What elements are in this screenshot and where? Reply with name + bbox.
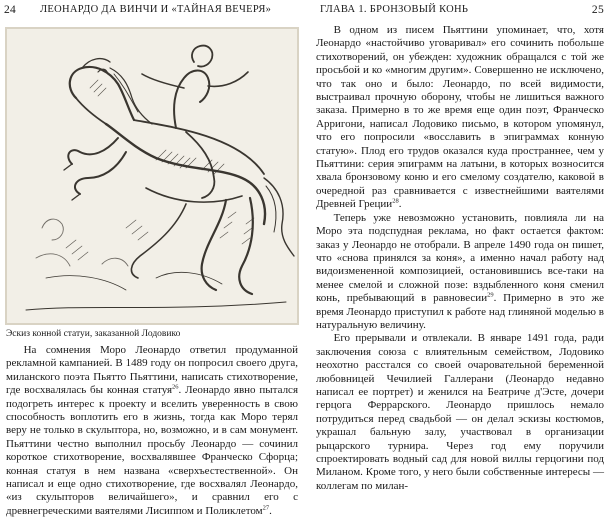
footnote-marker: 29 — [487, 291, 494, 299]
footnote-marker: 28 — [392, 197, 399, 205]
paragraph-text: В одном из писем Пьяттини упоминает, что, хотя Леонардо «настойчиво уговаривал» его сочинить побольше стихотворений, он убежден: художник обращался с той же просьбой и ко «многим другим». Совершенно не исключено, что так оно и было: Леонардо, по всей видимости, выстраивал прочную оборону, чтобы не лишиться важного заказа. Примерно в то же время еще один поэт, Франческо Арригони, написал Лодовико письмо, в котором упомянул, что его попросили «восславить в эпиграммах конную статую». Плод его трудов оказался куда пространнее, чем у Пьяттини: серия эпиграмм на латыни, в которых возносится хвала бронзовому коню и его смелому создателю, каковой в очередной раз сравнивается с известнейшими ваятелями Древней Греции — [316, 24, 604, 211]
left-head-title: ЛЕОНАРДО ДА ВИНЧИ И «ТАЙНАЯ ВЕЧЕРЯ» — [40, 4, 272, 15]
paragraph-text: . — [398, 198, 402, 211]
left-running-head — [4, 2, 298, 18]
right-paragraph-2 — [316, 212, 604, 333]
left-body-text — [6, 344, 298, 518]
horse-sketch-illustration — [6, 28, 298, 324]
figure-caption: Эскиз конной статуи, заказанной Лодовико — [6, 329, 181, 339]
left-page — [0, 0, 302, 517]
right-paragraph-1 — [316, 24, 604, 212]
left-folio: 24 — [4, 4, 17, 16]
footnote-marker: 26 — [172, 383, 179, 391]
paragraph-text: Теперь уже невозможно установить, повлияла ли на Моро эта подспудная реклама, но факт остается фактом: заказ у Леонардо не отобрали. В апреле 1490 года он пишет, что «снова принялся за коня», а именно начал работу над видоизмененной композицией, остановившись все-таки на менее смелой и сложной позе: вздыбленного коня сменил конь, пребывающий в равновесии — [316, 211, 604, 305]
left-paragraph — [6, 344, 298, 518]
right-head-title: ГЛАВА 1. БРОНЗОВЫЙ КОНЬ — [320, 4, 469, 15]
right-page — [306, 0, 608, 492]
paragraph-text: . Леонардо явно пытался подогреть интерес к проекту и вселить уверенность в свою способность воплотить его в жизнь, тогда как Моро терял веру не только в скульптора, но, возможно, и в сам монумент. Пьяттини честно выполнил просьбу Леонардо — сочинил короткое стихотворение, восхвалявшее Франческо Сфорца; конная статуя в нем названа «сверхъестественной». Он написал и еще одно стихотворение, где восхвалял Леонардо, «из скульпторов величайшего», и сравнил его с древнегреческими ваятелями Лисиппом и Поликлетом — [6, 384, 298, 517]
right-folio: 25 — [591, 4, 604, 16]
footnote-marker: 27 — [262, 504, 270, 512]
right-body-text — [316, 24, 604, 493]
paragraph-text: Его прерывали и отвлекали. В январе 1491 года, ради заключения союза с влиятельным семейством, Лодовико неохотно расстался со своей очаровательной беременной любовницей Чечилией Галлерани (Леонардо недавно написал ее портрет) и женился на Беатриче д'Эсте, дочери герцога Феррарского. Леонардо пришлось немало потрудиться перед свадьбой — он делал эскизы костюмов, украшал бальную залу, участвовал в организации рыцарского турнира. Через год ему поручили спроектировать водный сад для новой виллы герцогини под Миланом. Кроме того, у него были собственные интересы — коллегам по милан- — [316, 332, 604, 492]
paragraph-text: . — [269, 504, 272, 517]
horse-sketch-figure — [6, 28, 298, 324]
paragraph-text: На сомнения Моро Леонардо ответил продуманной рекламной кампанией. В 1489 году он попросил своего друга, миланского поэта Пьятто Пьяттини, написать стихотворение, где восхвалялась бы конная статуя — [6, 344, 298, 397]
right-running-head — [310, 2, 604, 18]
paragraph-text: . Примерно в это же время Леонардо приступил к работе над глиняной моделью в натуральную величину. — [316, 292, 604, 331]
right-paragraph-3 — [316, 332, 604, 493]
